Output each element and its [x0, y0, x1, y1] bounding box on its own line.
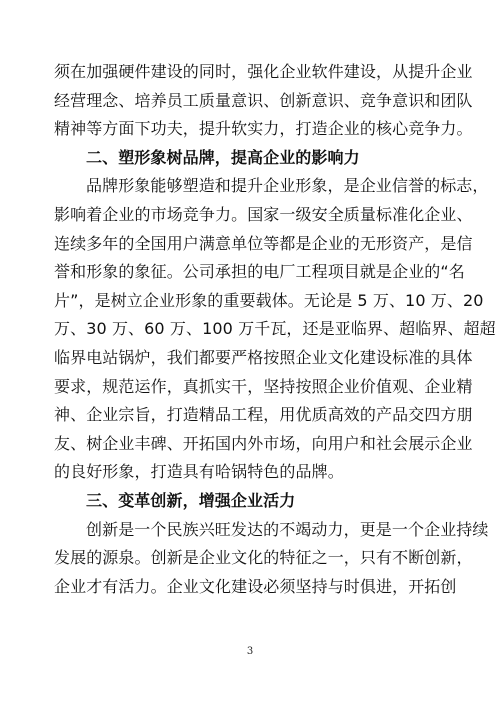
paragraph-line: 临界电站锅炉，我们都要严格按照企业文化建设标准的具体	[54, 347, 473, 367]
paragraph-line: 连续多年的全国用户满意单位等都是企业的无形资产，是信	[54, 233, 473, 253]
paragraph-line: 友、树企业丰碑、开拓国内外市场，向用户和社会展示企业	[54, 433, 473, 453]
paragraph-line: 发展的源泉。创新是企业文化的特征之一，只有不断创新，	[54, 548, 473, 568]
paragraph-line: 要求，规范运作，真抓实干，坚持按照企业价值观、企业精	[54, 376, 473, 396]
document-body	[54, 58, 496, 601]
section-heading: 三、变革创新，增强企业活力	[86, 490, 296, 510]
page-number: 3	[246, 646, 254, 657]
paragraph-line: 精神等方面下功夫，提升软实力，打造企业的核心竞争力。	[54, 119, 473, 139]
paragraph-line: 经营理念、培养员工质量意识、创新意识、竞争意识和团队	[54, 90, 473, 110]
paragraph-line: 品牌形象能够塑造和提升企业形象，是企业信誉的标志，	[86, 176, 489, 196]
paragraph-line: 须在加强硬件建设的同时，强化企业软件建设，从提升企业	[54, 62, 473, 81]
paragraph-line: 企业才有活力。企业文化建设必须坚持与时俱进，开拓创	[54, 576, 457, 596]
section-heading: 二、塑形象树品牌，提高企业的影响力	[86, 147, 360, 167]
paragraph-line: 的良好形象，打造具有哈锅特色的品牌。	[54, 462, 344, 482]
paragraph-line: 片”，是树立企业形象的重要载体。无论是 5 万、10 万、20	[54, 290, 484, 310]
paragraph-line: 创新是一个民族兴旺发达的不竭动力，更是一个企业持续	[86, 519, 489, 539]
paragraph-line: 誉和形象的象征。公司承担的电厂工程项目就是企业的“名	[54, 262, 465, 282]
paragraph-line: 影响着企业的市场竞争力。国家一级安全质量标准化企业、	[54, 204, 473, 224]
paragraph-line: 神、企业宗旨，打造精品工程，用优质高效的产品交四方朋	[54, 405, 473, 425]
paragraph-line: 万、30 万、60 万、100 万千瓦，还是亚临界、超临界、超超	[54, 319, 496, 339]
